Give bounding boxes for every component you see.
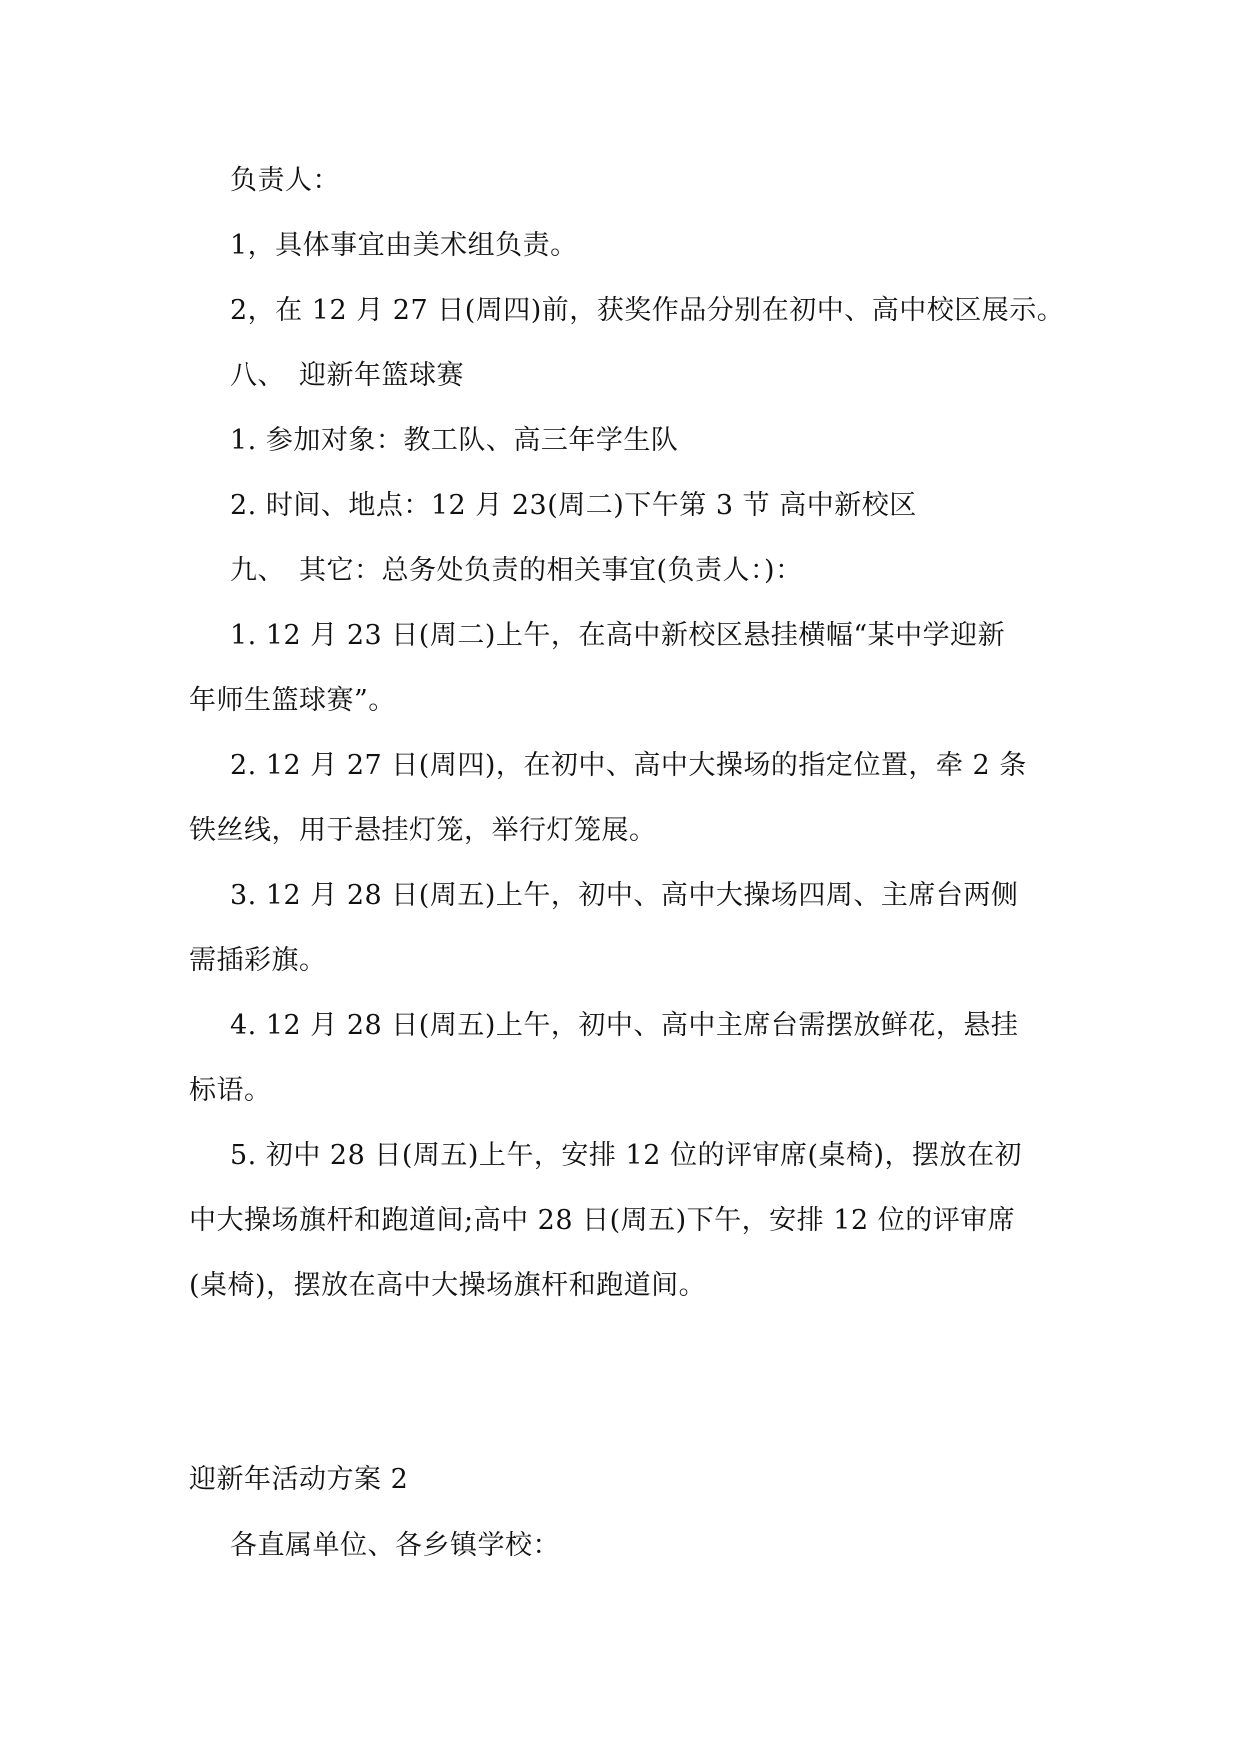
other-item-4-line-2: 标语。 [189, 1075, 272, 1106]
other-item-1-line-1: 1. 12 月 23 日(周二)上午，在高中新校区悬挂横幅“某中学迎新 [230, 620, 1006, 651]
other-item-4-line-1: 4. 12 月 28 日(周五)上午，初中、高中主席台需摆放鲜花，悬挂 [230, 1010, 1019, 1041]
other-item-5-line-1: 5. 初中 28 日(周五)上午，安排 12 位的评审席(桌椅)，摆放在初 [230, 1140, 1023, 1171]
other-item-2-line-2: 铁丝线，用于悬挂灯笼，举行灯笼展。 [189, 815, 657, 846]
basketball-time-place: 2. 时间、地点：12 月 23(周二)下午第 3 节 高中新校区 [230, 490, 917, 521]
other-item-3-line-1: 3. 12 月 28 日(周五)上午，初中、高中大操场四周、主席台两侧 [230, 880, 1019, 911]
plan-2-title: 迎新年活动方案 2 [189, 1464, 409, 1495]
salutation: 各直属单位、各乡镇学校： [230, 1530, 560, 1561]
other-item-3-line-2: 需插彩旗。 [189, 945, 327, 976]
paragraph-item-2: 2，在 12 月 27 日(周四)前，获奖作品分别在初中、高中校区展示。 [230, 295, 1065, 326]
other-item-2-line-1: 2. 12 月 27 日(周四)，在初中、高中大操场的指定位置，牵 2 条 [230, 750, 1027, 781]
other-item-1-line-2: 年师生篮球赛”。 [189, 685, 396, 716]
section-heading-8: 八、 迎新年篮球赛 [230, 360, 464, 391]
responsible-person-heading: 负责人： [230, 165, 340, 196]
other-item-5-line-3: (桌椅)，摆放在高中大操场旗杆和跑道间。 [189, 1270, 707, 1301]
other-item-5-line-2: 中大操场旗杆和跑道间;高中 28 日(周五)下午，安排 12 位的评审席 [189, 1205, 1016, 1236]
basketball-participants: 1. 参加对象：教工队、高三年学生队 [230, 425, 679, 456]
section-heading-9: 九、 其它：总务处负责的相关事宜(负责人：)： [230, 555, 803, 586]
paragraph-item-1: 1，具体事宜由美术组负责。 [230, 230, 578, 261]
